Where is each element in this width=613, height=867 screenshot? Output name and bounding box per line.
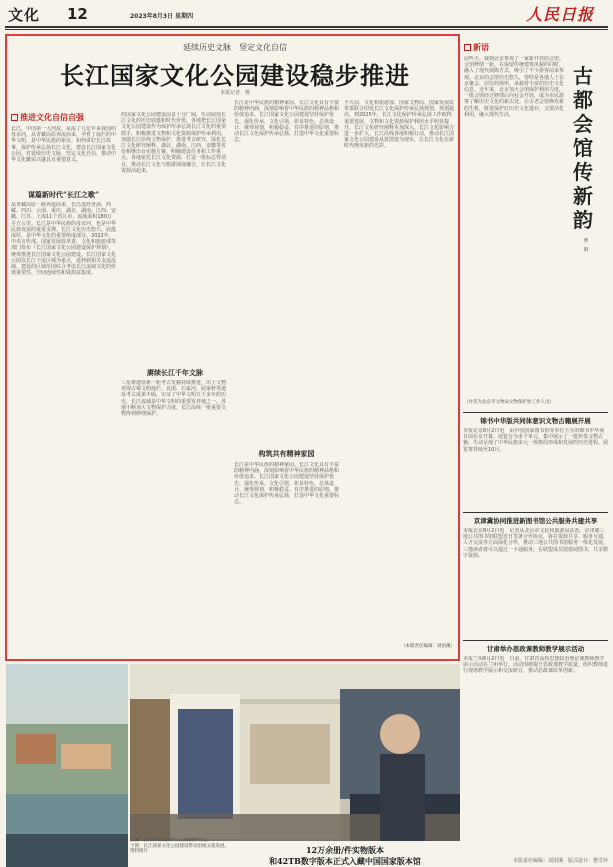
photo-caption: 上图：江苏苏州吴江的东太湖湖畔风光。 下图：长江国家文化公园建设带动沿线文旅发展。 资料图片 [130, 838, 229, 854]
publication-date: 2023年8月3日 星期四 [130, 13, 194, 20]
page-number: 12 [67, 5, 88, 23]
column-3-body: 长江是中华民族的精神家园。长江文化具有丰富的精神内涵，深刻影响着中华民族的精神品格和价值追求。长江国家文化公园建设坚持保护优先、强化传承，文化引领、彰显特色，总体设计、统筹规划，积极稳妥、有序推进的原则，推动长江文化保护传承弘扬，打造中华文化重要标志。 [234, 100, 339, 144]
newspaper-logo: 人民日报 [526, 5, 595, 24]
story-3-body: 本报兰州8月2日电 日前，甘肃省高校思想政治理论课教师教学展示活动在兰州举行。活动围绕提升思政课教学质量，组织教师进行现场教学展示和交流研讨，推动思政课改革创新。 [463, 656, 608, 675]
editor-note: （本版责任编辑：刘涓溪） [401, 644, 455, 649]
story-3-headline: 甘肃举办思政课教师教学展示活动 [486, 645, 585, 653]
story-byline: 本报记者 曹 [219, 90, 250, 96]
intro-paragraph: 长江，中国第一大河流，是流了几亿年来我国的母亲河，从青藏高原奔流而来，孕育了灿烂的中华文明，是中华民族的象征。如何讲好长江故事，保护传承弘扬长江文化，建设长江国家文化公园，对延续历史文脉、坚定文化自信、推动中华文化繁荣兴盛具有重要意义。 [11, 126, 116, 164]
story-headline: 长江国家文化公园建设稳步推进 [60, 61, 410, 90]
column-4-body: 不久前，文化和旅游部、国家文物局、国家发展改革委联合印发长江文化保护传承弘扬规划。规划提出，到2025年，长江文化保护传承弘扬工作取得重要进展，文物和文化资源保护利用水平明显提升，长江文化研究阐释更加深入，长江文化影响力进一步扩大。长江沿线各地积极行动，推动长江国家文化公园建设从蓝图变为现实，让长江文化在新时代焕发新的光彩。 [344, 100, 454, 150]
story-kicker: 延续历史文脉 坚定文化自信 [183, 43, 287, 52]
subhead-3: 构筑共有精神家园 [258, 449, 315, 458]
story-1-headline: 锦书中华版共同体意识文物古籍展开展 [480, 417, 591, 425]
column-2-body: 的国家文化公园建设前景十分广阔，生动展现长江文化的历史底蕴和时代价值。各地把长江国家文化公园建设作为保护传承弘扬长江文化的重要抓手，积极推进文物和文化资源保护传承利用，加强长江沿线文物保护，推进考古研究，深化长江文化研究阐释。湖北、湖南、江西、安徽等省份相继出台实施方案，明确建设任务和工作重点。各地依托长江文化资源，打造一批标志性项目，推动长江文化与旅游深度融合，让长江文化资源活起来。 [121, 112, 227, 174]
divider-1 [463, 412, 608, 413]
exhibition-photo [130, 664, 460, 841]
section-marker-icon [11, 114, 18, 121]
new-words-icon [464, 44, 471, 51]
scenery-photo [6, 664, 128, 867]
header-rule-thin [5, 29, 608, 30]
subhead-2: 赓续长江千年文脉 [147, 368, 203, 377]
story-1-body: 本报北京8月2日电 由中国国家图书馆等单位主办的锦书中华展日前在京开幕。展览分为多个单元，集中展示了一批珍贵文物古籍，生动呈现了中华民族多元一体格局形成和发展的历史进程。展览将持续至10月。 [463, 428, 608, 453]
story-2-body: 本报北京8月2日电 记者从北京市文化和旅游局获悉，京津冀三地公共图书馆联盟近日签署合作协议，将在资源共享、服务互通、人才交流等方面深化合作，推动三地公共图书馆服务一体化发展。三地读者将可以通过一卡通服务，在联盟成员馆借阅图书，共享数字资源。 [463, 528, 608, 559]
subhead-1: 谋篇新时代“长江之歌” [27, 190, 100, 199]
archive-headline-top: 12万余册/件实物版本 [305, 845, 385, 855]
divider-3 [463, 640, 608, 641]
section-name: 文化 [8, 6, 41, 24]
section-head: 推进文化自信自强 [20, 113, 84, 122]
photo-left [6, 664, 128, 867]
right-section-label: 新语 [473, 43, 489, 52]
photo-main [130, 664, 460, 841]
column-2b-body: 三星堆遗址新一轮考古发掘持续推进，出土文物再现古蜀文明灿烂。良渚、石家河、屈家岭等遗址考古成果丰硕，实证了中华文明五千多年的历史，长江流域是中华文明的重要发祥地之一。各地不断加大文物保护力度，长江沿线一批重要文物得到修缮保护。 [121, 380, 227, 418]
archive-headline-bottom: 和42TB数字版本正式入藏中国国家版本馆 [269, 856, 421, 866]
essay-author: 曹 钢 [583, 238, 588, 252]
essay-title: 古都会馆传新韵 [573, 64, 593, 232]
essay-body: 前些天，我到北京参观了一家新开放的会馆。会馆修缮一新，在保留传统建筑风貌的同时，融入了现代展陈方式，吸引了不少游客前来参观。北京的会馆历史悠久，曾经是各地人士在京聚会、居住的场所，承载着丰富的历史文化信息。近年来，北京加大会馆保护利用力度，一批会馆经过修缮后向社会开放，成为市民游客了解历史文化的新去处。让古老会馆焕发新的生机，既要保护好历史文化遗存，又要活化利用，融入现代生活。 [464, 56, 564, 118]
page-footer: 本版责任编辑：刘涓溪 版式设计：曹雪萍 [512, 858, 608, 864]
essay-credit: （作者为北京市文物局文物保护处工作人员） [464, 400, 554, 405]
divider-2 [463, 512, 608, 513]
column-1-body: 从青藏高原一路奔流而来，长江流经青海、西藏、四川、云南、重庆、湖北、湖南、江西、安徽、江苏、上海11个省区市，流域面积180万平方公里。长江是中华民族的母亲河，也是中华民族发展的重要支撑。长江文化历史悠久、底蕴深厚，是中华文化的重要组成部分。2022年，中央宣传部、国家发展改革委、文化和旅游部等部门发布《长江国家文化公园建设保护规划》，统筹推进长江国家文化公园建设。长江国家文化公园以长江干流区域为重点，延伸到相关支流流域，建设的区域范围综合考虑长江流域文化的价值重要性、空间连续性和资源富集度。 [11, 202, 116, 277]
header-rule [5, 26, 608, 28]
story-2-headline: 京津冀协同推进新图书馆公共服务共建共享 [473, 517, 598, 525]
column-3b-body: 长江是中华民族的精神家园。长江文化具有丰富的精神内涵，深刻影响着中华民族的精神品格和价值追求。长江国家文化公园建设坚持保护优先、强化传承，文化引领、彰显特色，总体设计、统筹规划，积极稳妥、有序推进的原则，推动长江文化保护传承弘扬，打造中华文化重要标志。 [234, 462, 339, 506]
